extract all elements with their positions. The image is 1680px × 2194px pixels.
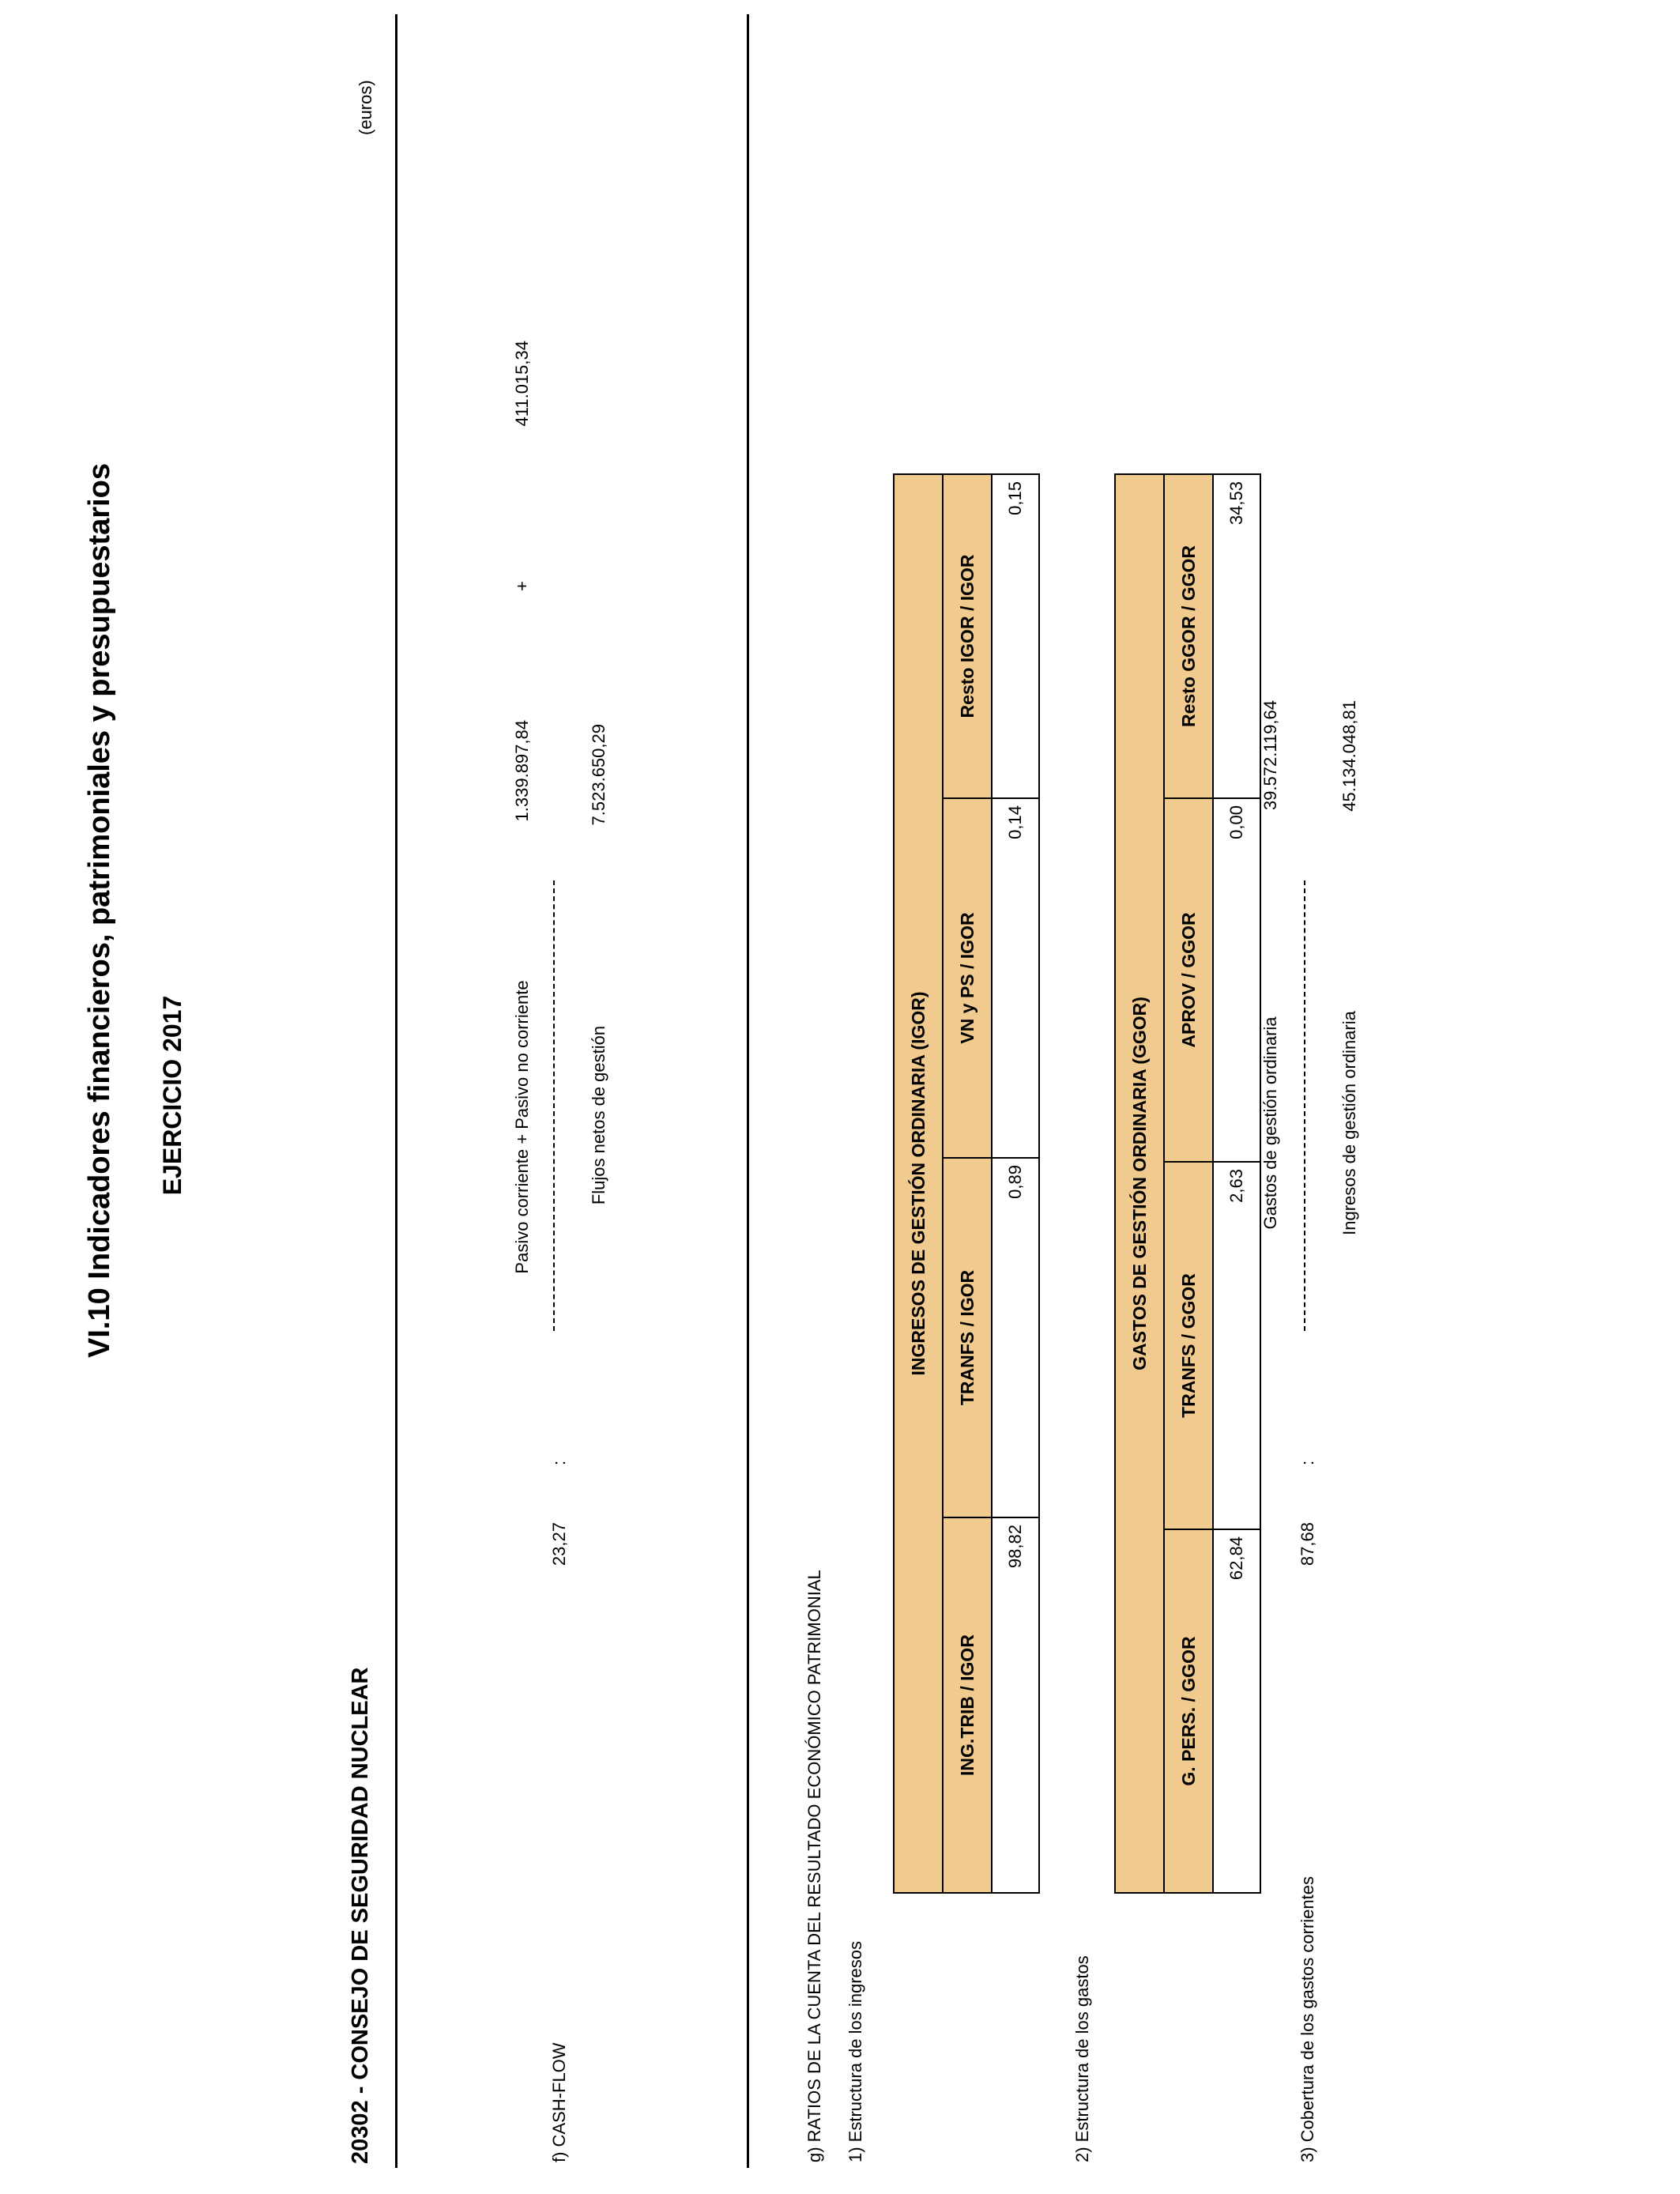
coverage-value: 87,68 — [1298, 1522, 1317, 1566]
cashflow-value: 23,27 — [549, 1522, 569, 1566]
coverage-denominator-value: 45.134.048,81 — [1339, 700, 1359, 812]
expense-group-header: GASTOS DE GESTIÓN ORDINARIA (GGOR) — [1115, 474, 1164, 1893]
expense-col-header: TRANFS / GGOR — [1164, 1162, 1213, 1529]
expense-col-header: G. PERS. / GGOR — [1164, 1529, 1213, 1893]
expense-ratio-value: 34,53 — [1213, 474, 1260, 798]
expense-ratio-value: 0,00 — [1213, 798, 1260, 1162]
income-col-header: Resto IGOR / IGOR — [943, 474, 992, 798]
expense-ratios-table — [1114, 473, 1261, 1894]
expense-ratio-value: 2,63 — [1213, 1162, 1260, 1529]
cashflow-denominator-value: 7.523.650,29 — [589, 724, 608, 826]
expense-col-header: Resto GGOR / GGOR — [1164, 474, 1213, 798]
expense-ratio-value: 62,84 — [1213, 1529, 1260, 1893]
plus-sign: + — [512, 581, 532, 591]
income-structure-label: 1) Estructura de los ingresos — [846, 1940, 865, 2162]
entity-name: 20302 - CONSEJO DE SEGURIDAD NUCLEAR — [348, 1667, 373, 2164]
exercise-title: EJERCICIO 2017 — [158, 995, 186, 1196]
income-ratio-value: 98,82 — [992, 1517, 1039, 1893]
units-label: (euros) — [356, 80, 375, 135]
income-group-header: INGRESOS DE GESTIÓN ORDINARIA (IGOR) — [894, 474, 943, 1893]
cashflow-numerator-value-2: 411.015,34 — [512, 341, 532, 427]
ratios-section-title: g) RATIOS DE LA CUENTA DEL RESULTADO ECONÓMICO PATRIMONIAL — [804, 1570, 824, 2162]
income-col-header: ING.TRIB / IGOR — [943, 1517, 992, 1893]
coverage-fraction-line — [1304, 880, 1305, 1331]
income-col-header: TRANFS / IGOR — [943, 1158, 992, 1517]
cashflow-numerator-value-1: 1.339.897,84 — [512, 720, 532, 822]
income-col-header: VN y PS / IGOR — [943, 798, 992, 1158]
income-ratio-value: 0,14 — [992, 798, 1039, 1158]
income-ratios-table — [893, 473, 1040, 1894]
cashflow-colon: : — [549, 1460, 569, 1465]
income-ratio-value: 0,15 — [992, 474, 1039, 798]
coverage-label: 3) Cobertura de los gastos corrientes — [1298, 1876, 1317, 2162]
coverage-colon: : — [1298, 1460, 1317, 1465]
page-title: VI.10 Indicadores financieros, patrimoniales y presupuestarios — [83, 463, 116, 1358]
cashflow-denominator-label: Flujos netos de gestión — [589, 1025, 608, 1205]
cashflow-label: f) CASH-FLOW — [549, 2042, 569, 2162]
header-rule-top — [395, 14, 397, 2168]
income-ratio-value: 0,89 — [992, 1158, 1039, 1517]
coverage-denominator-label: Ingresos de gestión ordinaria — [1339, 1011, 1359, 1235]
coverage-numerator-label: Gastos de gestión ordinaria — [1260, 1016, 1280, 1230]
section-rule — [747, 14, 749, 2168]
coverage-numerator-value: 39.572.119,64 — [1260, 700, 1280, 811]
cashflow-fraction-line — [553, 880, 555, 1331]
expense-structure-label: 2) Estructura de los gastos — [1072, 1955, 1092, 2162]
expense-col-header: APROV / GGOR — [1164, 798, 1213, 1162]
cashflow-numerator-label: Pasivo corriente + Pasivo no corriente — [512, 980, 532, 1274]
